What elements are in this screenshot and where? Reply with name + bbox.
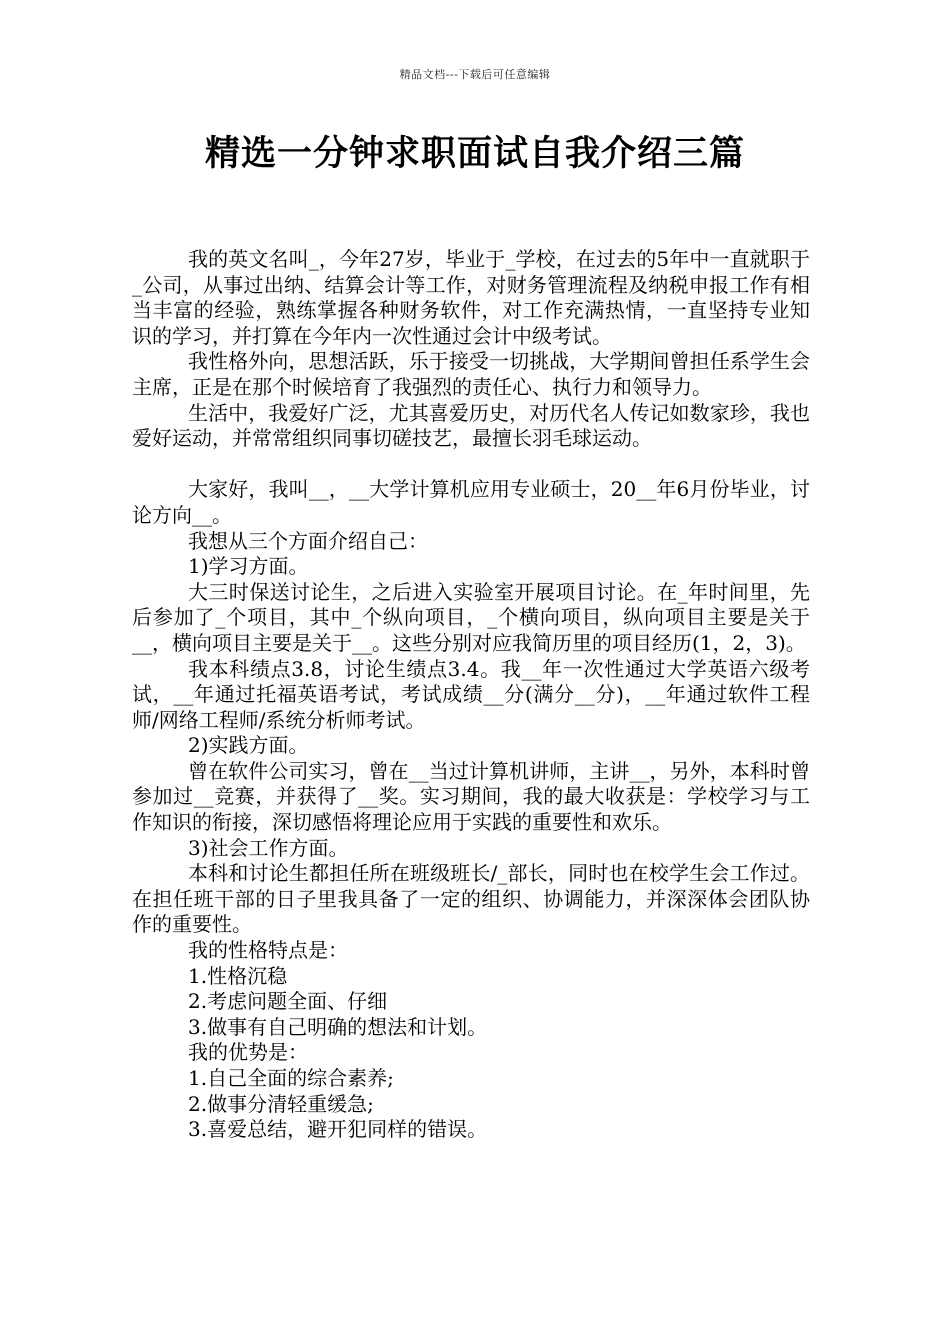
paragraph: 我想从三个方面介绍自己： — [188, 528, 428, 553]
paragraph: 曾在软件公司实习，曾在__当过计算机讲师，主讲__，另外，本科时曾参加过__竞赛，并获得了__奖。实习期间，我的最大收获是：学校学习与工作知识的衔接，深切感悟将理论应用于实践的重要性和欢乐。 — [132, 758, 810, 835]
document-title: 精选一分钟求职面试自我介绍三篇 — [204, 134, 745, 174]
document-body — [132, 247, 810, 1143]
list-item: 1.性格沉稳 — [188, 963, 288, 988]
paragraph: 生活中，我爱好广泛，尤其喜爱历史，对历代名人传记如数家珍，我也爱好运动，并常常组织同事切磋技艺，最擅长羽毛球运动。 — [132, 400, 810, 451]
list-item: 1.自己全面的综合素养; — [188, 1066, 394, 1090]
paragraph: 我本科绩点3.8，讨论生绩点3.4。我__年一次性通过大学英语六级考试，__年通过托福英语考试，考试成绩__分(满分__分)，__年通过软件工程师/网络工程师/系统分析师考试。 — [132, 656, 810, 732]
paragraph: 我的英文名叫_，今年27岁，毕业于_学校，在过去的5年中一直就职于_公司，从事过出纳、结算会计等工作，对财务管理流程及纳税申报工作有相当丰富的经验，熟练掌握各种财务软件，对工作充满热情，一直坚持专业知识的学习，并打算在今年内一次性通过会计中级考试。 — [132, 247, 810, 348]
list-item: 3.做事有自己明确的想法和计划。 — [188, 1014, 488, 1039]
document-header-note: 精品文档---下载后可任意编辑 — [399, 68, 551, 81]
list-item: 2.做事分清轻重缓急; — [188, 1091, 374, 1116]
paragraph: 我的性格特点是： — [188, 938, 348, 963]
paragraph: 1)学习方面。 — [188, 554, 309, 579]
list-item: 3.喜爱总结，避开犯同样的错误。 — [188, 1117, 488, 1142]
paragraph: 我性格外向，思想活跃，乐于接受一切挑战，大学期间曾担任系学生会主席，正是在那个时候培育了我强烈的责任心、执行力和领导力。 — [132, 349, 810, 399]
paragraph: 大家好，我叫__，__大学计算机应用专业硕士，20__年6月份毕业，讨论方向__。 — [132, 477, 810, 527]
paragraph: 3)社会工作方面。 — [188, 835, 349, 860]
paragraph: 大三时保送讨论生，之后进入实验室开展项目讨论。在_年时间里，先后参加了_个项目，其中_个纵向项目，_个横向项目，纵向项目主要是关于__，横向项目主要是关于__。这些分别对应我简历里的项目经历(1，2，3)。 — [132, 579, 810, 655]
paragraph: 我的优势是： — [188, 1040, 308, 1065]
paragraph: 本科和讨论生都担任所在班级班长/_部长，同时也在校学生会工作过。在担任班干部的日子里我具备了一定的组织、协调能力，并深深体会团队协作的重要性。 — [132, 861, 810, 937]
list-item: 2.考虑问题全面、仔细 — [188, 989, 388, 1014]
section-spacer — [132, 452, 810, 478]
paragraph: 2)实践方面。 — [188, 733, 309, 758]
